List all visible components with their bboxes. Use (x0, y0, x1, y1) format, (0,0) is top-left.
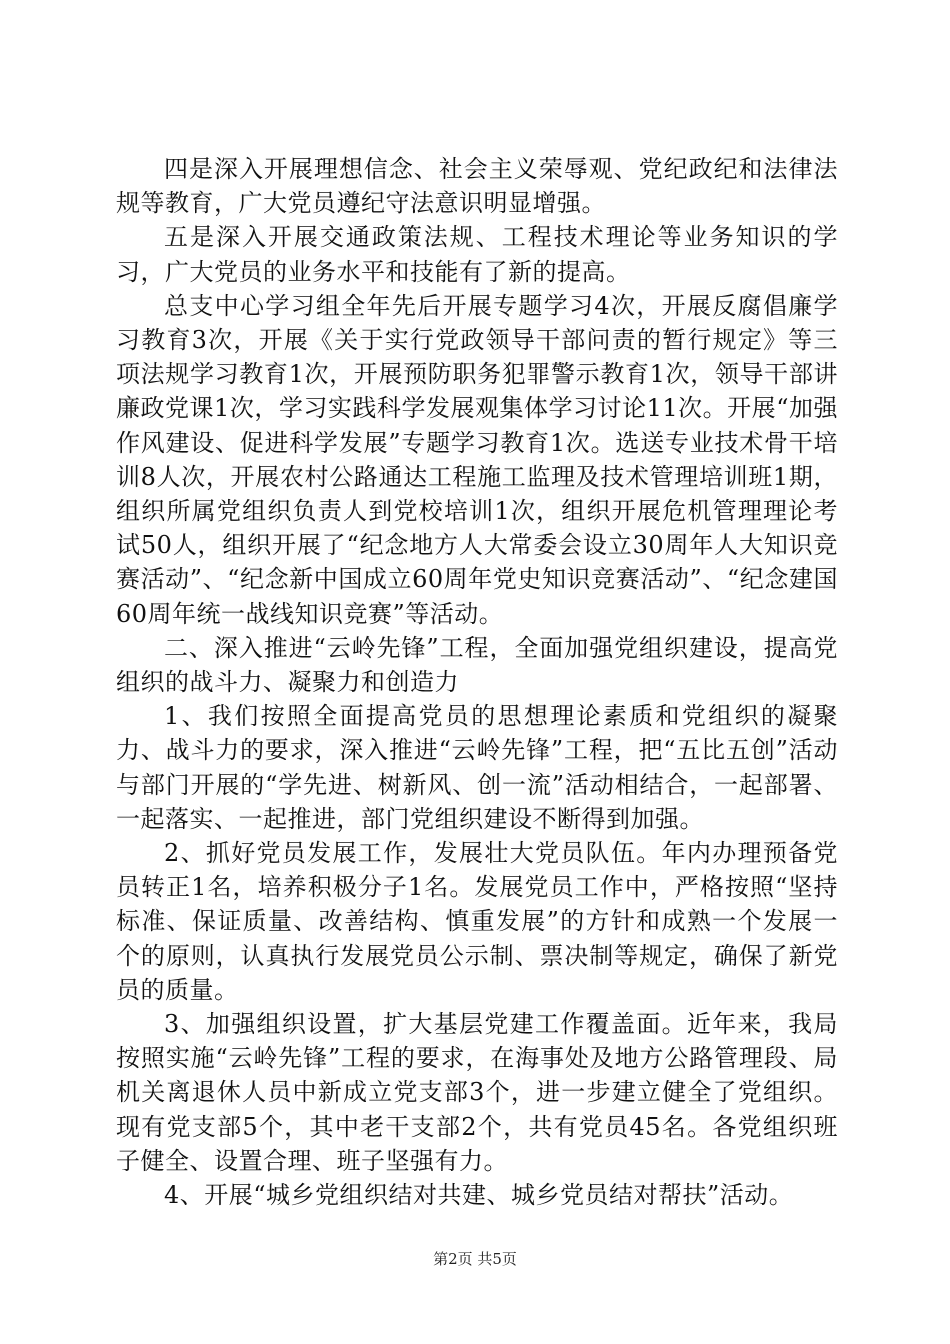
paragraph-point-2: 2、抓好党员发展工作，发展壮大党员队伍。年内办理预备党员转正1名，培养积极分子1名。发展党员工作中，严格按照“坚持标准、保证质量、改善结构、慎重发展”的方针和成熟一个发展一个的原则，认真执行发展党员公示制、票决制等规定，确保了新党员的质量。 (116, 839, 838, 1004)
paragraph-study-summary: 总支中心学习组全年先后开展专题学习4次，开展反腐倡廉学习教育3次，开展《关于实行党政领导干部问责的暂行规定》等三项法规学习教育1次，开展预防职务犯罪警示教育1次，领导干部讲廉政党课1次，学习实践科学发展观集体学习讨论11次。开展“加强作风建设、促进科学发展”专题学习教育1次。选送专业技术骨干培训8人次，开展农村公路通达工程施工监理及技术管理培训班1期，组织所属党组织负责人到党校培训1次，组织开展危机管理理论考试50人，组织开展了“纪念地方人大常委会设立30周年人大知识竞赛活动”、“纪念新中国成立60周年党史知识竞赛活动”、“纪念建国60周年统一战线知识竞赛”等活动。 (116, 291, 838, 628)
paragraph-point-4: 4、开展“城乡党组织结对共建、城乡党员结对帮扶”活动。 (164, 1181, 794, 1210)
page-footer: 第2页 共5页 (433, 1250, 517, 1268)
paragraph-point-1: 1、我们按照全面提高党员的思想理论素质和党组织的凝聚力、战斗力的要求，深入推进“云岭先锋”工程，把“五比五创”活动与部门开展的“学先进、树新风、创一流”活动相结合，一起部署、一起落实、一起推进，部门党组织建设不断得到加强。 (116, 702, 838, 833)
document-body (116, 152, 838, 1212)
section-heading-two: 二、深入推进“云岭先锋”工程，全面加强党组织建设，提高党组织的战斗力、凝聚力和创造力 (116, 633, 838, 697)
paragraph-item-five: 五是深入开展交通政策法规、工程技术理论等业务知识的学习，广大党员的业务水平和技能有了新的提高。 (116, 223, 838, 286)
paragraph-item-four: 四是深入开展理想信念、社会主义荣辱观、党纪政纪和法律法规等教育，广大党员遵纪守法意识明显增强。 (116, 155, 838, 218)
paragraph-point-3: 3、加强组织设置，扩大基层党建工作覆盖面。近年来，我局按照实施“云岭先锋”工程的要求，在海事处及地方公路管理段、局机关离退休人员中新成立党支部3个，进一步建立健全了党组织。现有党支部5个，其中老干支部2个，共有党员45名。各党组织班子健全、设置合理、班子坚强有力。 (116, 1010, 838, 1175)
